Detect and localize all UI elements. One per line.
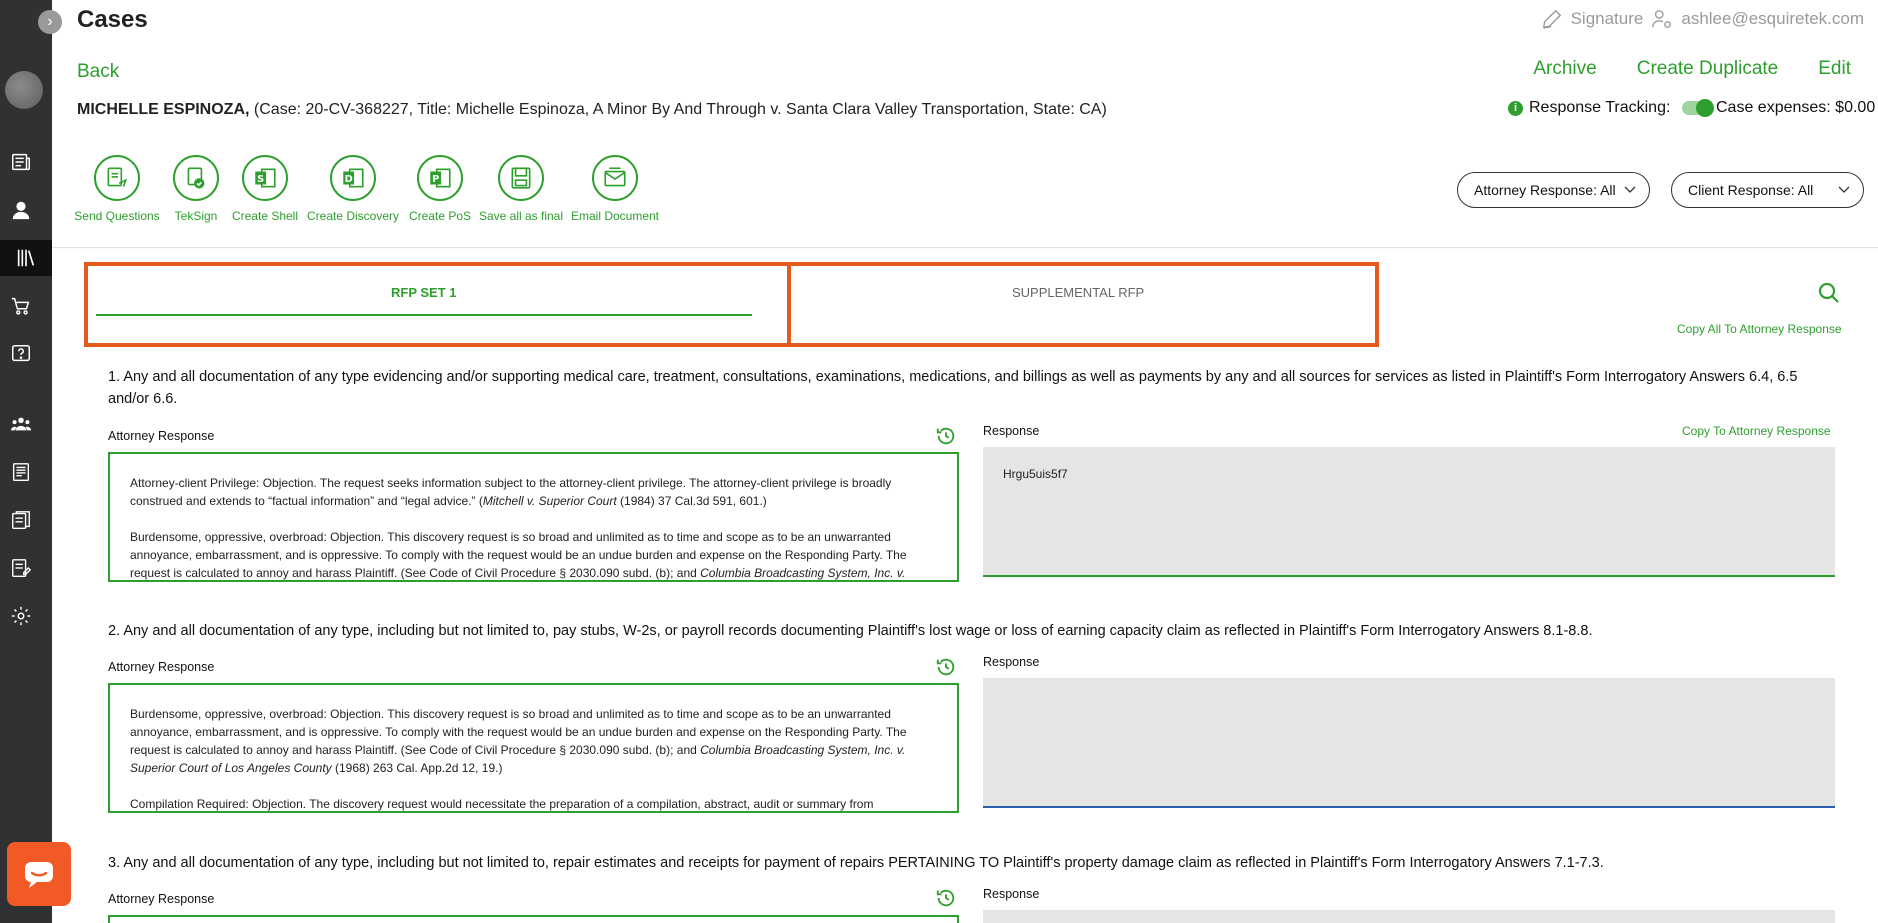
header-divider — [52, 247, 1878, 248]
response-paragraph: Burdensome, oppressive, overbroad: Objection. This discovery request is so broad and unlimited as to time and scope as to be an unwarranted annoyance, embarrassment, and is oppressive. To comply with the request would be an undue burden and expense on the Responding Party. The request is calculated to annoy and harass Plaintiff. (See Code of Civil Procedure § 2030.090 subd. (b); and Columbia Broadcasting System, Inc. v. — [130, 530, 907, 580]
sidebar-collapse-toggle[interactable] — [38, 10, 62, 34]
create-discovery-button[interactable] — [303, 155, 403, 223]
chevron-down-icon — [1837, 182, 1851, 196]
documents-icon — [10, 509, 32, 531]
user-email[interactable]: ashlee@esquiretek.com — [1681, 9, 1864, 28]
sidebar-item-team[interactable] — [0, 406, 42, 442]
create-shell-button[interactable] — [215, 155, 315, 223]
info-icon[interactable]: i — [1508, 101, 1523, 116]
create-discovery-label: Create Discovery — [306, 209, 400, 223]
invoice-icon — [10, 461, 32, 483]
archive-button[interactable]: Archive — [1533, 58, 1597, 79]
history-icon[interactable] — [935, 887, 957, 909]
user-icon — [10, 199, 32, 221]
history-icon[interactable] — [935, 425, 957, 447]
save-icon — [508, 165, 534, 191]
attorney-response-textarea[interactable] — [108, 915, 959, 923]
books-icon — [15, 247, 37, 269]
attorney-response-label: Attorney Response — [108, 892, 215, 906]
client-response-field[interactable] — [983, 678, 1835, 808]
client-response-field[interactable] — [983, 910, 1835, 923]
response-label: Response — [983, 424, 1040, 438]
cart-icon — [10, 295, 32, 317]
pos-doc-icon — [427, 165, 453, 191]
tab-rfp-set-1[interactable]: RFP SET 1 — [391, 285, 457, 300]
chevron-right-icon: › — [47, 13, 53, 30]
header-user-area — [1541, 8, 1864, 30]
copy-to-attorney-link[interactable]: Copy To Attorney Response — [1682, 424, 1831, 438]
gear-icon — [10, 605, 32, 627]
attorney-response-label: Attorney Response — [108, 660, 215, 674]
response-tracking — [1508, 99, 1712, 117]
client-filter-value: Client Response: All — [1688, 182, 1814, 198]
sidebar-item-forms[interactable] — [0, 550, 42, 586]
create-pos-label: Create PoS — [408, 209, 472, 223]
svg-text:D: D — [344, 173, 353, 185]
form-edit-icon — [10, 557, 32, 579]
sheets-icon — [252, 165, 278, 191]
email-document-label: Email Document — [570, 209, 660, 223]
chat-icon — [23, 859, 55, 889]
svg-text:S: S — [257, 173, 265, 185]
response-tracking-label: Response Tracking: — [1529, 99, 1671, 116]
word-doc-icon — [340, 165, 366, 191]
sidebar-item-clients[interactable] — [0, 192, 42, 228]
copy-all-to-attorney-link[interactable]: Copy All To Attorney Response — [1677, 322, 1842, 336]
avatar[interactable] — [5, 71, 43, 109]
pen-icon — [1541, 8, 1563, 30]
client-response-field[interactable] — [983, 447, 1835, 577]
active-tab-indicator — [96, 314, 752, 316]
question-text: 1. Any and all documentation of any type evidencing and/or supporting medical care, treatment, consultations, examinations, medications, and billings as well as payments by any and all sources for services as listed in Plaintiff's Form Interrogatory Answers 6.4, 6.5 and/or 6.6. — [108, 369, 1798, 407]
email-icon — [602, 165, 628, 191]
attorney-response-textarea[interactable] — [108, 683, 959, 813]
response-paragraph: Compilation Required: Objection. The discovery request would necessitate the preparation of a compilation, abstract, audit or summary from — [130, 797, 874, 811]
sidebar-item-settings[interactable] — [0, 598, 42, 634]
response-paragraph: Attorney-client Privilege: Objection. The request seeks information subject to the attorney-client privilege. The attorney-client privilege is broadly construed and extends to “factual information” and “legal advice.” (Mitchell v. Superior Court (1984) 37 Cal.3d 591, 601.) — [130, 476, 892, 508]
attorney-response-filter[interactable] — [1457, 172, 1650, 208]
sidebar-item-dashboard[interactable] — [0, 144, 42, 180]
history-icon[interactable] — [935, 656, 957, 678]
create-duplicate-button[interactable]: Create Duplicate — [1636, 58, 1779, 79]
sidebar-item-billing[interactable] — [0, 454, 42, 490]
sidebar-item-orders[interactable] — [0, 288, 42, 324]
user-settings-icon — [1651, 8, 1673, 30]
case-summary — [77, 101, 1107, 119]
sidebar-item-cases[interactable] — [0, 240, 52, 276]
tab-supplemental-highlight — [787, 262, 1379, 347]
page-title: Cases — [77, 6, 148, 33]
sidebar-item-documents[interactable] — [0, 502, 42, 538]
case-expenses: Case expenses: $0.00 — [1716, 99, 1876, 116]
attorney-filter-value: Attorney Response: All — [1474, 182, 1616, 198]
response-label: Response — [983, 655, 1040, 669]
sidebar-item-help[interactable] — [0, 336, 42, 372]
client-response-text: Hrgu5uis5f7 — [1003, 467, 1068, 481]
team-icon — [10, 413, 32, 435]
left-sidebar — [0, 0, 52, 923]
tab-rfp-set-1-highlight — [84, 262, 791, 347]
signature-link[interactable]: Signature — [1570, 9, 1644, 28]
save-all-final-label: Save all as final — [478, 209, 564, 223]
client-response-filter[interactable] — [1671, 172, 1864, 208]
attorney-response-textarea[interactable] — [108, 452, 959, 582]
sign-icon — [183, 165, 209, 191]
case-actions — [1533, 58, 1851, 80]
svg-text:P: P — [432, 173, 440, 185]
response-paragraph: Burdensome, oppressive, overbroad: Objection. This discovery request is so broad and unlimited as to time and scope as to be an unwarranted annoyance, embarrassment, and is oppressive. To comply with the request would be an undue burden and expense on the Responding Party. The request is calculated to annoy and harass Plaintiff. (See Code of Civil Procedure § 2030.090 subd. (b); and Columbia Broadcasting System, Inc. v. Superior Court of Los Angeles County (1968) 263 Cal. App.2d 12, 19.) — [130, 707, 907, 775]
attorney-response-label: Attorney Response — [108, 429, 215, 443]
create-shell-label: Create Shell — [231, 209, 299, 223]
chat-support-button[interactable] — [7, 842, 71, 906]
teksign-label: TekSign — [174, 209, 218, 223]
tab-supplemental-rfp[interactable]: SUPPLEMENTAL RFP — [1012, 285, 1145, 300]
send-questions-label: Send Questions — [74, 209, 160, 223]
newspaper-icon — [10, 151, 32, 173]
edit-button[interactable]: Edit — [1818, 58, 1851, 79]
save-all-final-button[interactable] — [471, 155, 571, 223]
response-label: Response — [983, 887, 1040, 901]
question-text: 3. Any and all documentation of any type, including but not limited to, repair estimates and receipts for payment of repairs PERTAINING TO Plaintiff's property damage claim as reflected in Plaintiff's Form Interrogatory Answers 7.1-7.3. — [108, 855, 1604, 871]
help-icon — [10, 343, 32, 365]
client-name: MICHELLE ESPINOZA, — [77, 101, 250, 118]
back-link[interactable]: Back — [77, 61, 120, 82]
question-text: 2. Any and all documentation of any type, including but not limited to, pay stubs, W-2s, or payroll records documenting Plaintiff's lost wage or loss of earning capacity claim as reflected in Plaintiff's Form Interrogatory Answers 8.1-8.8. — [108, 623, 1593, 639]
response-tracking-toggle[interactable] — [1682, 101, 1712, 115]
email-document-button[interactable] — [565, 155, 665, 223]
search-icon[interactable] — [1817, 281, 1841, 305]
chevron-down-icon — [1623, 182, 1637, 196]
case-details: (Case: 20-CV-368227, Title: Michelle Espinoza, A Minor By And Through v. Santa Clara Valley Transportation, State: CA) — [253, 101, 1107, 118]
send-document-icon — [104, 165, 130, 191]
